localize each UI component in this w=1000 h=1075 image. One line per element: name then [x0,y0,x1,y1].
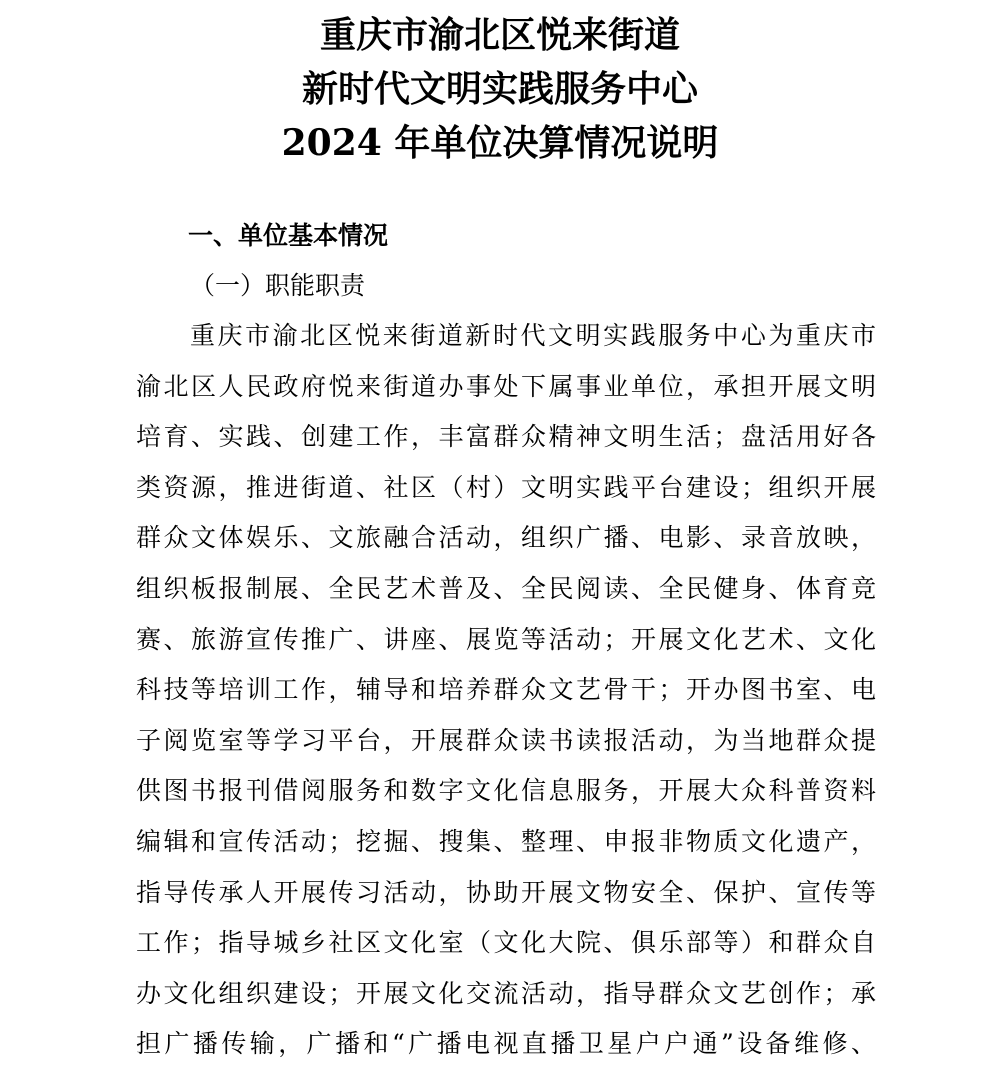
body-line: 编辑和宣传活动；挖掘、搜集、整理、申报非物质文化遗产， [136,826,876,856]
body-paragraph [136,316,876,1075]
body-line: 组织板报制展、全民艺术普及、全民阅读、全民健身、体育竞 [136,573,876,603]
title-line-3: 2024 年单位决算情况说明 [281,122,719,164]
document-title [0,8,1000,170]
body-line: 子阅览室等学习平台，开展群众读书读报活动，为当地群众提 [136,725,876,755]
title-line-1: 重庆市渝北区悦来街道 [319,14,680,56]
body-line: 群众文体娱乐、文旅融合活动，组织广播、电影、录音放映， [136,523,876,553]
body-line: 指导传承人开展传习活动，协助开展文物安全、保护、宣传等 [136,877,876,907]
body-line: 培育、实践、创建工作，丰富群众精神文明生活；盘活用好各 [136,422,876,452]
body-line: 重庆市渝北区悦来街道新时代文明实践服务中心为重庆市 [190,321,876,350]
body-line: 赛、旅游宣传推广、讲座、展览等活动；开展文化艺术、文化 [136,624,876,654]
sub-heading: （一）职能职责 [190,271,366,300]
body-line: 办文化组织建设；开展文化交流活动，指导群众文艺创作；承 [136,978,876,1008]
body-line: 科技等培训工作，辅导和培养群众文艺骨干；开办图书室、电 [136,675,876,705]
body-line: 渝北区人民政府悦来街道办事处下属事业单位，承担开展文明 [136,371,876,401]
section-heading: 一、单位基本情况 [188,221,389,250]
body-line: 类资源，推进街道、社区（村）文明实践平台建设；组织开展 [136,472,876,502]
body-line: 供图书报刊借阅服务和数字文化信息服务，开展大众科普资料 [136,776,876,806]
title-line-2: 新时代文明实践服务中心 [301,68,698,110]
body-line: 工作；指导城乡社区文化室（文化大院、俱乐部等）和群众自 [136,928,876,958]
body-line: 担广播传输，广播和“广播电视直播卫星户户通”设备维修、 [136,1029,876,1059]
